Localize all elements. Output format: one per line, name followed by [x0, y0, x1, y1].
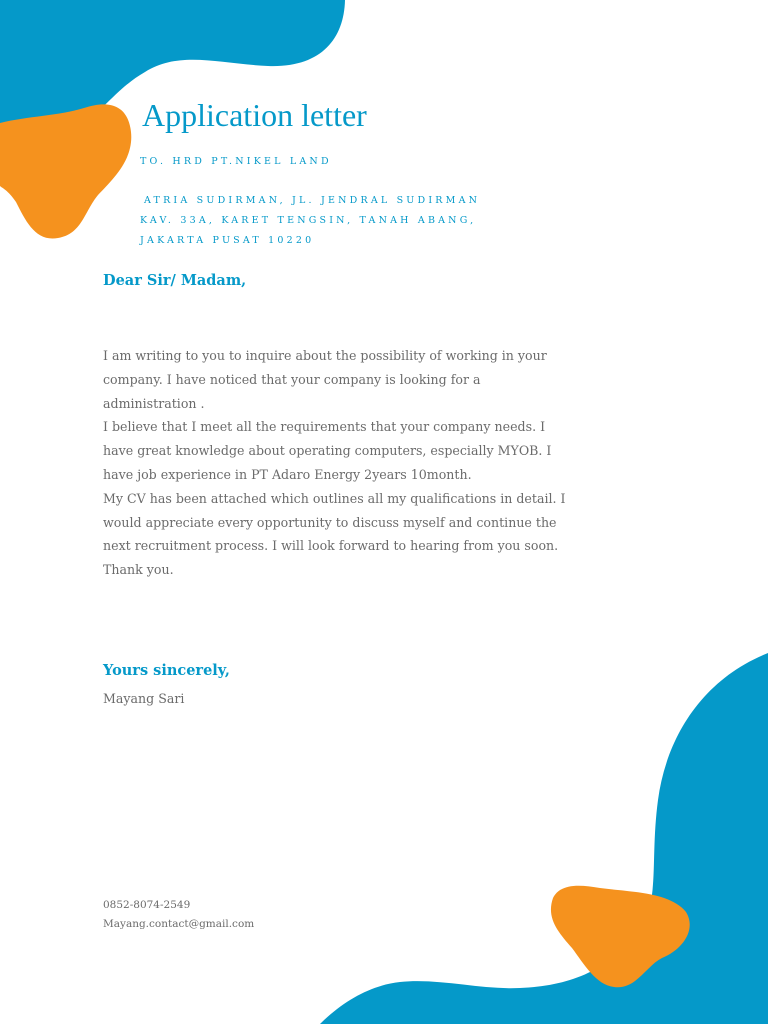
address-line: JAKARTA PUSAT 10220: [140, 235, 315, 246]
body-line: would appreciate every opportunity to discuss myself and continue the: [103, 514, 557, 530]
body-line: have great knowledge about operating computers, especially MYOB. I: [103, 443, 552, 459]
address-line: KAV. 33A, KARET TENGSIN, TANAH ABANG,: [140, 215, 477, 226]
letter-body: [103, 344, 573, 582]
body-line: My CV has been attached which outlines all my qualifications in detail. I: [103, 490, 566, 506]
body-line: I am writing to you to inquire about the possibility of working in your: [103, 348, 547, 363]
closing: Yours sincerely,: [103, 662, 230, 679]
recipient-address: [140, 191, 480, 251]
contact-phone: 0852-8074-2549: [103, 899, 191, 911]
signature-name: Mayang Sari: [103, 691, 185, 706]
body-line: company. I have noticed that your company is looking for a: [103, 371, 481, 387]
bottom-right-blue-shape: [320, 653, 768, 1024]
body-line: administration .: [103, 395, 205, 411]
address-line: ATRIA SUDIRMAN, JL. JENDRAL SUDIRMAN: [144, 195, 481, 206]
greeting: Dear Sir/ Madam,: [103, 272, 247, 289]
top-left-orange-shape: [0, 104, 131, 238]
contact-email: Mayang.contact@gmail.com: [103, 918, 255, 930]
body-line: Thank you.: [103, 562, 174, 578]
letter-title: Application letter: [142, 97, 367, 133]
body-line: I believe that I meet all the requirements that your company needs. I: [103, 419, 546, 435]
body-line: next recruitment process. I will look forward to hearing from you soon.: [103, 538, 559, 554]
body-line: have job experience in PT Adaro Energy 2years 10month.: [103, 466, 472, 482]
recipient-line: TO. HRD PT.NIKEL LAND: [140, 156, 332, 167]
